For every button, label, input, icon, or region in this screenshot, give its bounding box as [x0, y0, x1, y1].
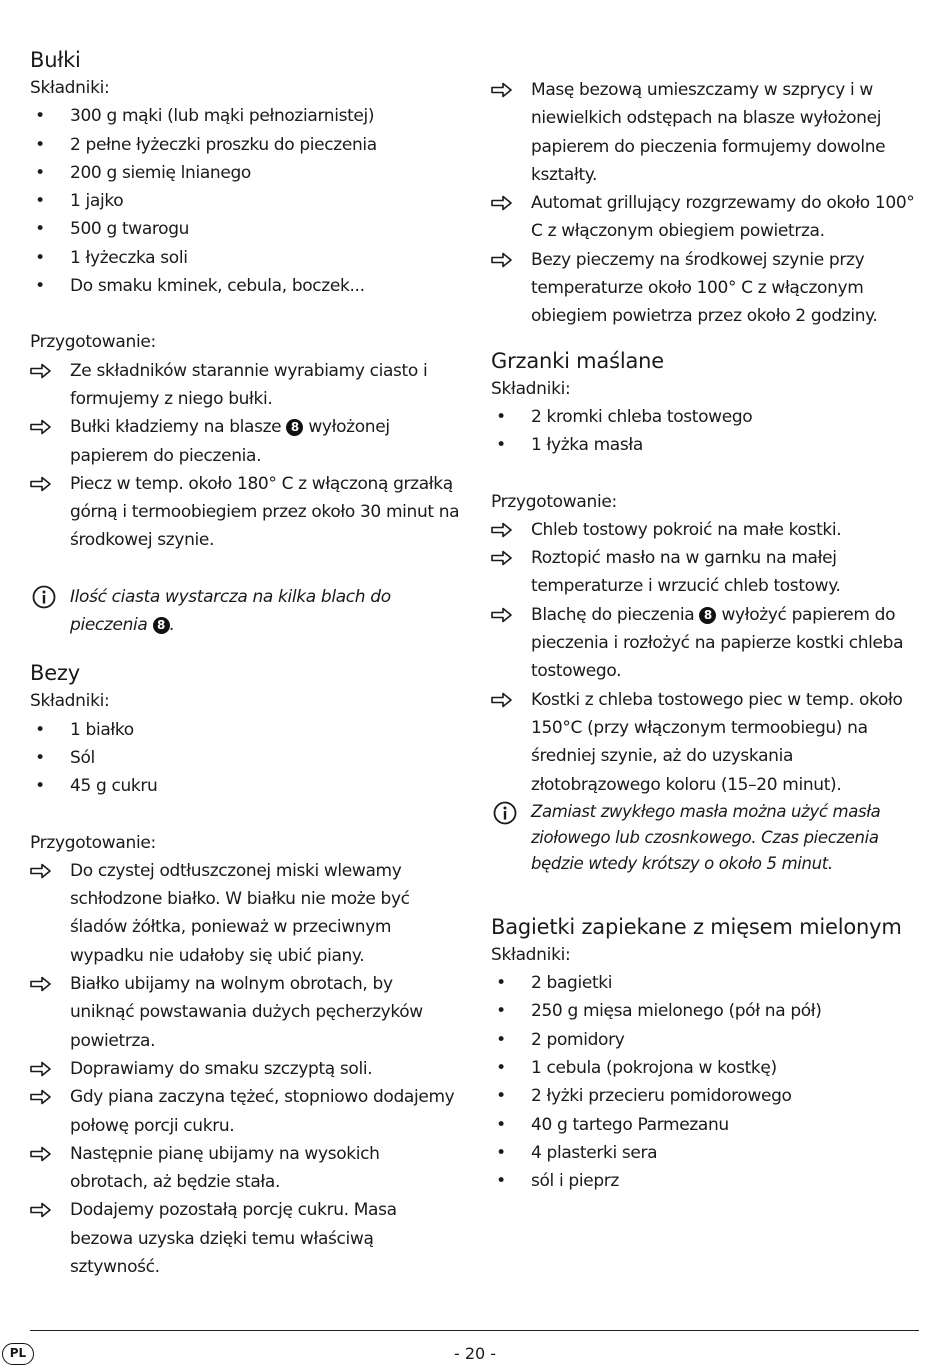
- steps-list-grzanki: [491, 516, 923, 799]
- list-item: • 2 kromki chleba tostowego: [491, 403, 923, 431]
- bullet-icon: •: [35, 747, 45, 768]
- ingredients-label: Składniki:: [30, 691, 110, 712]
- info-note-bulki: Ilość ciasta wystarcza na kilka blach do pieczenia 8 .: [30, 583, 460, 640]
- list-item: • 1 łyżka masła: [491, 431, 923, 459]
- steps-list-bezy: [30, 857, 460, 1281]
- step-item: Następnie pianę ubijamy na wysokich obrotach, aż będzie stała.: [30, 1140, 460, 1197]
- info-icon: [32, 585, 56, 609]
- step-item: Bezy pieczemy na środkowej szynie przy temperaturze około 100° C z włączonym obiegiem powietrza przez około 2 godziny.: [491, 246, 923, 331]
- left-column: [30, 46, 460, 1281]
- list-item: • 300 g mąki (lub mąki pełnoziarnistej): [30, 102, 460, 130]
- list-item: • 2 łyżki przecieru pomidorowego: [491, 1082, 923, 1110]
- arrow-right-icon: [491, 607, 513, 623]
- steps-list-bulki: [30, 357, 460, 555]
- ingredients-label: Składniki:: [30, 78, 110, 98]
- bullet-icon: •: [496, 406, 506, 427]
- arrow-right-icon: [30, 476, 52, 492]
- list-item: • 250 g mięsa mielonego (pół na pół): [491, 997, 923, 1025]
- list-item: • 500 g twarogu: [30, 215, 460, 243]
- arrow-right-icon: [491, 692, 513, 708]
- arrow-right-icon: [30, 1146, 52, 1162]
- arrow-right-icon: [491, 522, 513, 538]
- list-item: • sól i pieprz: [491, 1167, 923, 1195]
- step-item: Białko ubijamy na wolnym obrotach, by uniknąć powstawania dużych pęcherzyków powietrza.: [30, 970, 460, 1055]
- ingredients-list-bezy: [30, 716, 460, 801]
- bullet-icon: •: [35, 219, 45, 240]
- arrow-right-icon: [491, 550, 513, 566]
- arrow-right-icon: [491, 195, 513, 211]
- step-item: Dodajemy pozostałą porcję cukru. Masa bezowa uzyska dzięki temu właściwą sztywność.: [30, 1196, 460, 1281]
- list-item: • 1 białko: [30, 716, 460, 744]
- ingredients-list-bulki: [30, 102, 460, 300]
- bullet-icon: •: [496, 1114, 506, 1135]
- right-column: [491, 76, 923, 1196]
- list-item: • 45 g cukru: [30, 772, 460, 800]
- list-item: • Sól: [30, 744, 460, 772]
- preparation-label: Przygotowanie:: [30, 832, 156, 853]
- arrow-right-icon: [30, 1061, 52, 1077]
- step-item: Ze składników starannie wyrabiamy ciasto i formujemy z niego bułki.: [30, 357, 460, 414]
- arrow-right-icon: [30, 1202, 52, 1218]
- steps-list-bezy-continued: [491, 76, 923, 331]
- step-item: Gdy piana zaczyna tężeć, stopniowo dodajemy połowę porcji cukru.: [30, 1083, 460, 1140]
- arrow-right-icon: [30, 363, 52, 379]
- ingredients-label: Składniki:: [491, 944, 571, 965]
- bullet-icon: •: [35, 276, 45, 297]
- info-icon: [493, 801, 517, 825]
- section-title-bulki: Bułki: [30, 48, 81, 72]
- list-item: • 2 pełne łyżeczki proszku do pieczenia: [30, 131, 460, 159]
- step-item: Roztopić masło na w garnku na małej temperaturze i wrzucić chleb tostowy.: [491, 544, 923, 601]
- bullet-icon: •: [496, 1058, 506, 1079]
- step-item: Doprawiamy do smaku szczyptą soli.: [30, 1055, 460, 1083]
- info-note-grzanki: Zamiast zwykłego masła można użyć masła ziołowego lub czosnkowego. Czas pieczenia będzie wtedy krótszy o około 5 minut.: [491, 799, 923, 877]
- bullet-icon: •: [35, 719, 45, 740]
- page-number: - 20 -: [453, 1344, 497, 1363]
- preparation-label: Przygotowanie:: [491, 491, 617, 512]
- step-item: Bułki kładziemy na blasze 8 wyłożonej papierem do pieczenia.: [30, 413, 460, 470]
- step-item: Do czystej odtłuszczonej miski wlewamy schłodzone białko. W białku nie może być śladów żółtka, ponieważ w przeciwnym wypadku nie udałoby się ubić piany.: [30, 857, 460, 970]
- list-item: • 1 jajko: [30, 187, 460, 215]
- section-title-bezy: Bezy: [30, 661, 80, 686]
- list-item: • 200 g siemię lnianego: [30, 159, 460, 187]
- arrow-right-icon: [491, 82, 513, 98]
- bullet-icon: •: [35, 106, 45, 127]
- list-item: • 1 cebula (pokrojona w kostkę): [491, 1054, 923, 1082]
- language-badge: PL: [2, 1343, 34, 1365]
- step-item: Piecz w temp. około 180° C z włączoną grzałką górną i termoobiegiem przez około 30 minut na środkowej szynie.: [30, 470, 460, 555]
- list-item: • 4 plasterki sera: [491, 1139, 923, 1167]
- list-item: • Do smaku kminek, cebula, boczek...: [30, 272, 460, 300]
- bullet-icon: •: [496, 1086, 506, 1107]
- bullet-icon: •: [496, 1001, 506, 1022]
- ingredients-label: Składniki:: [491, 378, 571, 399]
- ingredients-list-bagietki: [491, 969, 923, 1195]
- bullet-icon: •: [496, 1029, 506, 1050]
- step-item: Masę bezową umieszczamy w szprycy i w niewielkich odstępach na blasze wyłożonej papierem do pieczenia formujemy dowolne kształty.: [491, 76, 923, 189]
- ingredients-list-grzanki: [491, 403, 923, 460]
- step-item: Automat grillujący rozgrzewamy do około 100° C z włączonym obiegiem powietrza.: [491, 189, 923, 246]
- list-item: • 2 pomidory: [491, 1026, 923, 1054]
- list-item: • 2 bagietki: [491, 969, 923, 997]
- footer-divider: [30, 1330, 919, 1331]
- bullet-icon: •: [496, 435, 506, 456]
- list-item: • 1 łyżeczka soli: [30, 244, 460, 272]
- list-item: • 40 g tartego Parmezanu: [491, 1111, 923, 1139]
- step-item: Blachę do pieczenia 8 wyłożyć papierem do pieczenia i rozłożyć na papierze kostki chleba tostowego.: [491, 601, 923, 686]
- preparation-label: Przygotowanie:: [30, 332, 156, 353]
- arrow-right-icon: [30, 1089, 52, 1105]
- number-badge: 8: [286, 419, 303, 436]
- section-title-bagietki: Bagietki zapiekane z mięsem mielonym: [491, 914, 902, 939]
- section-title-grzanki: Grzanki maślane: [491, 348, 664, 373]
- bullet-icon: •: [35, 776, 45, 797]
- number-badge: 8: [699, 607, 716, 624]
- bullet-icon: •: [496, 1142, 506, 1163]
- bullet-icon: •: [35, 162, 45, 183]
- arrow-right-icon: [491, 252, 513, 268]
- bullet-icon: •: [35, 247, 45, 268]
- bullet-icon: •: [496, 973, 506, 994]
- arrow-right-icon: [30, 863, 52, 879]
- bullet-icon: •: [35, 134, 45, 155]
- bullet-icon: •: [35, 191, 45, 212]
- arrow-right-icon: [30, 419, 52, 435]
- step-item: Chleb tostowy pokroić na małe kostki.: [491, 516, 923, 544]
- step-item: Kostki z chleba tostowego piec w temp. około 150°C (przy włączonym termoobiegu) na średniej szynie, aż do uzyskania złotobrązowego koloru (15–20 minut).: [491, 686, 923, 799]
- number-badge: 8: [153, 617, 170, 634]
- arrow-right-icon: [30, 976, 52, 992]
- bullet-icon: •: [496, 1171, 506, 1192]
